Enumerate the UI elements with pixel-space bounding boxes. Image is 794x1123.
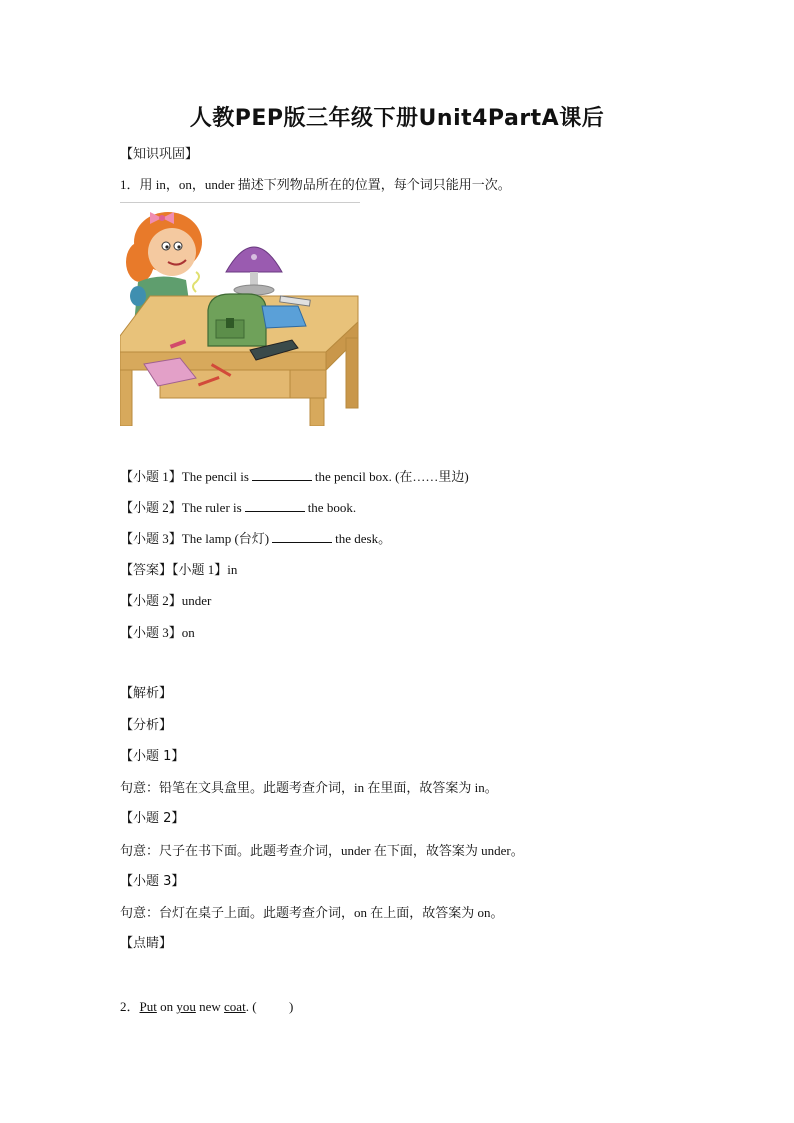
explanation-label-1: 【小题 1】 (120, 749, 185, 764)
analysis-sub-label: 【分析】 (120, 718, 173, 733)
explanation-label-3: 【小题 3】 (120, 874, 185, 889)
explanation-text-3: 句意：台灯在桌子上面。此题考查介词，on 在上面，故答案为 on。 (120, 905, 504, 920)
q1-item-1: 【小题 1】The pencil is the pencil box. (在……里边) (120, 469, 469, 484)
q1-prompt: 1．用 in，on，under 描述下列物品所在的位置，每个词只能用一次。 (120, 177, 511, 192)
school-bag (208, 294, 266, 346)
comment-label: 【点睛】 (120, 936, 173, 951)
explanation-text-2: 句意：尺子在书下面。此题考查介词，under 在下面，故答案为 under。 (120, 843, 524, 858)
explanation-label-2: 【小题 2】 (120, 811, 185, 826)
q1-item-2: 【小题 2】The ruler is the book. (120, 500, 357, 515)
answer-line-3: 【小题 3】on (120, 625, 195, 640)
section-knowledge: 【知识巩固】 (120, 147, 199, 162)
answer-blank-3[interactable] (272, 530, 332, 543)
answer-line-2: 【小题 2】under (120, 593, 212, 608)
explanation-text-1: 句意：铅笔在文具盒里。此题考查介词，in 在里面，故答案为 in。 (120, 780, 498, 795)
q1-item-3: 【小题 3】The lamp (台灯) the desk。 (120, 531, 392, 546)
page-title: 人教PEP版三年级下册Unit4PartA课后 (189, 106, 605, 131)
analysis-label: 【解析】 (120, 686, 173, 701)
desk-illustration (120, 202, 360, 426)
answer-blank-1[interactable] (252, 468, 312, 481)
q2-line: 2．Put on you new coat. ( ) (120, 999, 294, 1014)
answer-blank-2[interactable] (245, 499, 305, 512)
answer-line-1: 【答案】【小题 1】in (120, 562, 238, 577)
